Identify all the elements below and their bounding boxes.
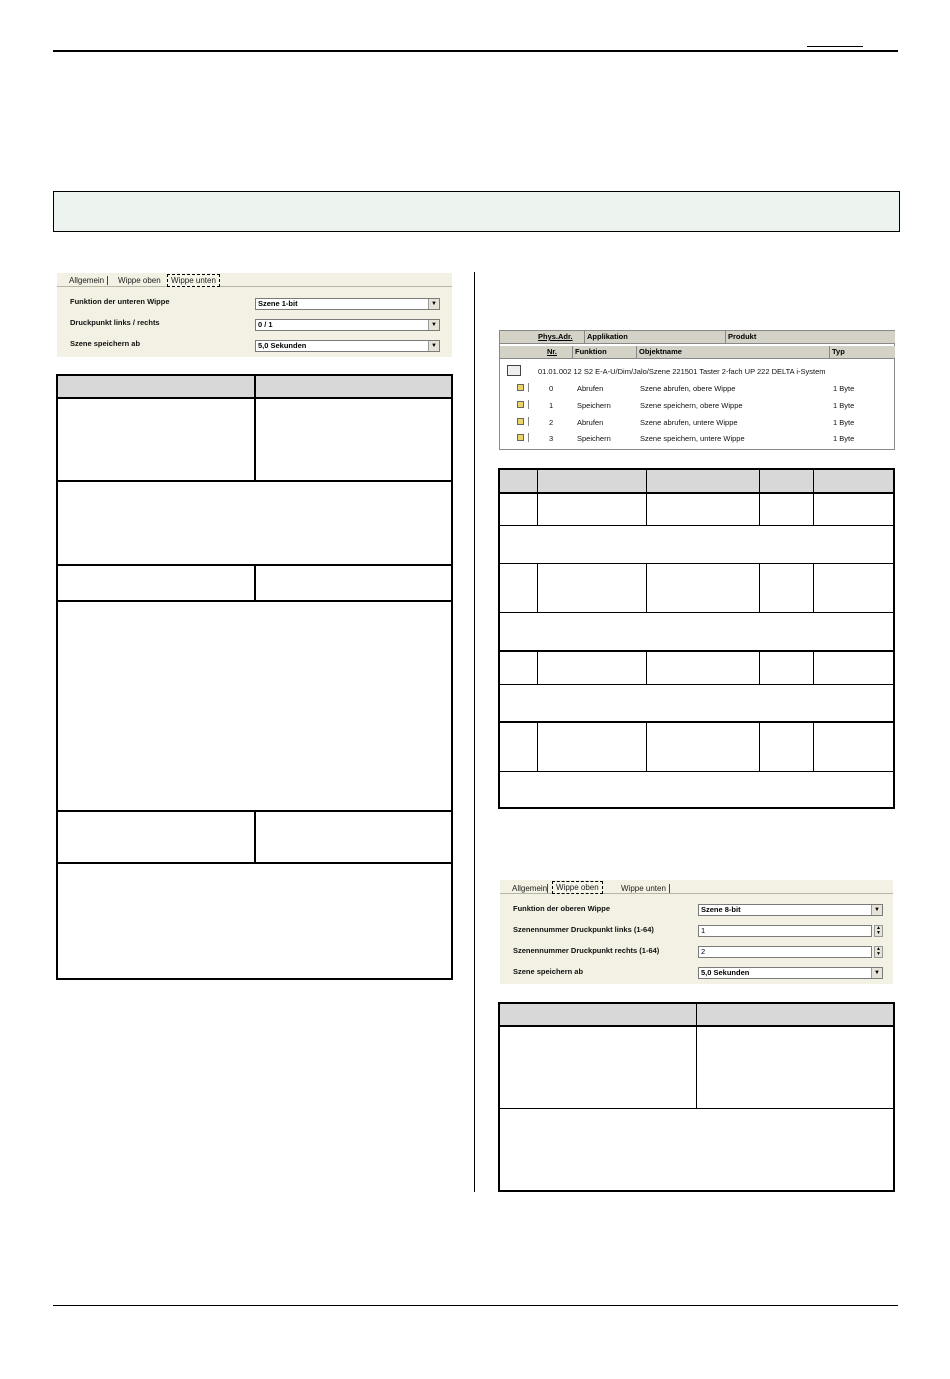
param-select-funktion[interactable] [255, 298, 440, 310]
param-value: Szene 8-bit [701, 905, 741, 914]
object-funktion: Speichern [577, 434, 611, 443]
column-divider [537, 563, 538, 613]
column-divider [474, 272, 475, 1192]
row-divider [500, 650, 893, 652]
spin-arrows-icon[interactable]: ▲ ▼ [874, 946, 883, 958]
right-parameter-table [498, 1002, 895, 1192]
param-value: 0 / 1 [258, 320, 273, 329]
object-objektname: Szene abrufen, obere Wippe [640, 384, 736, 393]
chevron-down-icon[interactable]: ▼ [871, 905, 882, 915]
object-objektname: Szene speichern, obere Wippe [640, 401, 743, 410]
column-divider [813, 563, 814, 613]
column-divider [537, 470, 538, 526]
column-divider [813, 470, 814, 526]
column-divider [646, 470, 647, 526]
top-rule-short [807, 46, 863, 47]
object-nr: 2 [549, 418, 554, 427]
tab-bar [57, 273, 452, 287]
object-square-icon [517, 418, 524, 425]
param-value: 1 [701, 926, 706, 935]
tree-line [528, 433, 529, 442]
tab-allgemein[interactable]: Allgemein [69, 276, 105, 285]
object-objektname: Szene abrufen, untere Wippe [640, 418, 738, 427]
param-value: Szene 1-bit [258, 299, 298, 308]
tab-bar [500, 880, 893, 894]
column-header-nr[interactable]: Nr. [500, 346, 573, 359]
column-header-funktion[interactable]: Funktion [573, 346, 637, 359]
device-icon [507, 365, 521, 376]
tab-separator [669, 884, 670, 893]
param-value: 5,0 Sekunden [258, 341, 307, 350]
tree-line [528, 417, 529, 426]
device-row[interactable]: 01.01.002 12 S2 E-A-U/Dim/Jalo/Szene 221501 Taster 2-fach UP 222 DELTA i-System [538, 367, 826, 376]
param-select-speichern[interactable] [255, 340, 440, 352]
column-divider [696, 1004, 697, 1109]
column-header-typ[interactable]: Typ [830, 346, 895, 359]
param-spin-rechts[interactable] [698, 946, 872, 958]
chevron-down-icon[interactable]: ▼ [871, 968, 882, 978]
column-divider [759, 650, 760, 684]
chevron-down-icon[interactable]: ▼ [428, 299, 439, 309]
param-value: 5,0 Sekunden [701, 968, 750, 977]
column-divider [646, 721, 647, 772]
param-label-funktion: Funktion der unteren Wippe [70, 297, 170, 306]
column-header-applikation[interactable]: Applikation [585, 331, 726, 344]
parameter-dialog-lower-rocker [57, 273, 452, 357]
tab-separator [107, 276, 108, 285]
chevron-down-icon[interactable]: ▼ [428, 341, 439, 351]
left-parameter-table [56, 374, 453, 980]
column-header-phys-adr[interactable]: Phys.Adr. [500, 331, 585, 344]
object-nr: 1 [549, 401, 554, 410]
column-divider [254, 564, 256, 600]
column-divider [646, 563, 647, 613]
column-divider [254, 810, 256, 864]
param-value: 2 [701, 947, 706, 956]
tree-line [528, 383, 529, 392]
param-label-druckpunkt: Druckpunkt links / rechts [70, 318, 160, 327]
column-divider [759, 721, 760, 772]
param-label-speichern: Szene speichern ab [70, 339, 141, 348]
chevron-down-icon[interactable]: ▼ [428, 320, 439, 330]
tab-separator [547, 884, 548, 893]
tab-wippe-oben[interactable]: Wippe oben [118, 276, 161, 285]
column-divider [813, 650, 814, 684]
object-nr: 0 [549, 384, 554, 393]
tab-allgemein[interactable]: Allgemein [512, 884, 548, 893]
object-typ: 1 Byte [833, 401, 855, 410]
footer-rule [53, 1305, 898, 1306]
row-divider [500, 1108, 893, 1109]
table-header [500, 470, 893, 492]
row-divider [500, 612, 893, 613]
column-divider [759, 470, 760, 526]
object-square-icon [517, 434, 524, 441]
row-divider [58, 600, 451, 602]
object-typ: 1 Byte [833, 384, 855, 393]
spin-arrows-icon[interactable]: ▲ ▼ [874, 925, 883, 937]
param-label-szenennummer-rechts: Szenennummer Druckpunkt rechts (1-64) [513, 946, 660, 955]
right-object-table [498, 468, 895, 809]
row-divider [500, 771, 893, 772]
row-divider [500, 492, 893, 494]
param-label-szenennummer-links: Szenennummer Druckpunkt links (1-64) [513, 925, 654, 934]
object-objektname: Szene speichern, untere Wippe [640, 434, 745, 443]
param-label-speichern: Szene speichern ab [513, 967, 584, 976]
column-divider [813, 721, 814, 772]
row-divider [58, 480, 451, 482]
row-divider [500, 684, 893, 685]
column-divider [254, 376, 256, 482]
row-divider [500, 525, 893, 526]
object-funktion: Abrufen [577, 418, 604, 427]
tab-wippe-unten[interactable]: Wippe unten [621, 884, 666, 893]
tab-wippe-unten[interactable]: Wippe unten [167, 274, 220, 287]
param-select-funktion[interactable] [698, 904, 883, 916]
communication-object-list [499, 330, 895, 450]
row-divider [500, 563, 893, 564]
tab-wippe-oben[interactable]: Wippe oben [552, 881, 603, 894]
object-square-icon [517, 384, 524, 391]
parameter-dialog-upper-rocker [500, 880, 893, 984]
column-header-produkt[interactable]: Produkt [726, 331, 895, 344]
object-typ: 1 Byte [833, 434, 855, 443]
column-divider [759, 563, 760, 613]
row-divider [58, 862, 451, 864]
object-funktion: Speichern [577, 401, 611, 410]
object-nr: 3 [549, 434, 554, 443]
param-select-speichern[interactable] [698, 967, 883, 979]
row-divider [500, 721, 893, 723]
object-square-icon [517, 401, 524, 408]
tree-line [528, 400, 529, 409]
column-header-objektname[interactable]: Objektname [637, 346, 830, 359]
column-divider [537, 721, 538, 772]
object-typ: 1 Byte [833, 418, 855, 427]
param-spin-links[interactable] [698, 925, 872, 937]
param-label-funktion: Funktion der oberen Wippe [513, 904, 611, 913]
object-funktion: Abrufen [577, 384, 604, 393]
section-header-band [53, 191, 900, 232]
top-rule [53, 50, 898, 52]
param-select-druckpunkt[interactable] [255, 319, 440, 331]
column-divider [646, 650, 647, 684]
column-divider [537, 650, 538, 684]
